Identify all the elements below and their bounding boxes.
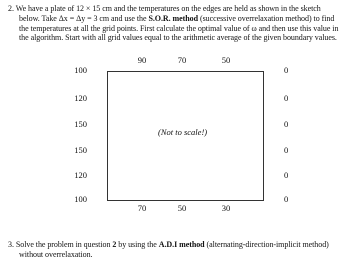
not-to-scale-note: (Not to scale!) <box>158 127 208 137</box>
problem-3-line-1-start: 3. Solve the problem in question <box>8 240 113 249</box>
top-edge-temperature: 90 <box>137 55 147 65</box>
problem-2-line-4: the algorithm. Start with all grid values equal to the arithmetic average of the given boundary values. <box>19 33 337 43</box>
problem-2-line-3: the temperatures at all the grid points. First calculate the optimal value of ω and then use this value in <box>19 23 339 33</box>
problem-3-line-1 <box>8 240 329 250</box>
problem-2-line-2 <box>8 14 338 24</box>
bottom-edge-temperature: 70 <box>137 203 147 213</box>
right-edge-temperature: 0 <box>284 65 289 75</box>
problem-2-text <box>8 4 338 43</box>
adi-method-term: A.D.I method <box>158 240 205 249</box>
right-edge-temperature: 0 <box>284 145 289 155</box>
right-edge-temperature: 0 <box>284 170 289 180</box>
question-number-ref: 2 <box>112 240 117 249</box>
left-edge-temperature: 100 <box>74 65 87 75</box>
right-edge-temperature: 0 <box>284 93 289 103</box>
problem-2-line-1: 2. We have a plate of 12 × 15 cm and the temperatures on the edges are held as shown in the sketch <box>8 4 321 13</box>
problem-3-line-1-mid: by using the <box>116 240 159 249</box>
right-edge-temperature: 0 <box>284 119 289 129</box>
left-edge-temperature: 150 <box>74 145 87 155</box>
top-edge-temperature: 50 <box>221 55 231 65</box>
problem-3-line-2: without overrelaxation. <box>19 249 93 259</box>
problem-2-line-2-start: below. Take Δx = Δy = 3 cm and use the <box>19 13 149 23</box>
sor-method-term: S.O.R. method <box>148 13 199 23</box>
problem-3-text <box>8 240 329 260</box>
bottom-edge-temperature: 50 <box>177 203 187 213</box>
bottom-edge-temperature: 30 <box>221 203 231 213</box>
right-edge-temperature: 0 <box>284 194 289 204</box>
top-edge-temperature: 70 <box>177 55 187 65</box>
left-edge-temperature: 150 <box>74 119 87 129</box>
left-edge-temperature: 100 <box>74 194 87 204</box>
left-edge-temperature: 120 <box>74 93 87 103</box>
left-edge-temperature: 120 <box>74 170 87 180</box>
problem-3-line-1-end: (alternating-direction-implicit method) <box>204 240 329 249</box>
problem-2-line-2-end: (successive overrelaxation method) to find <box>198 13 335 23</box>
